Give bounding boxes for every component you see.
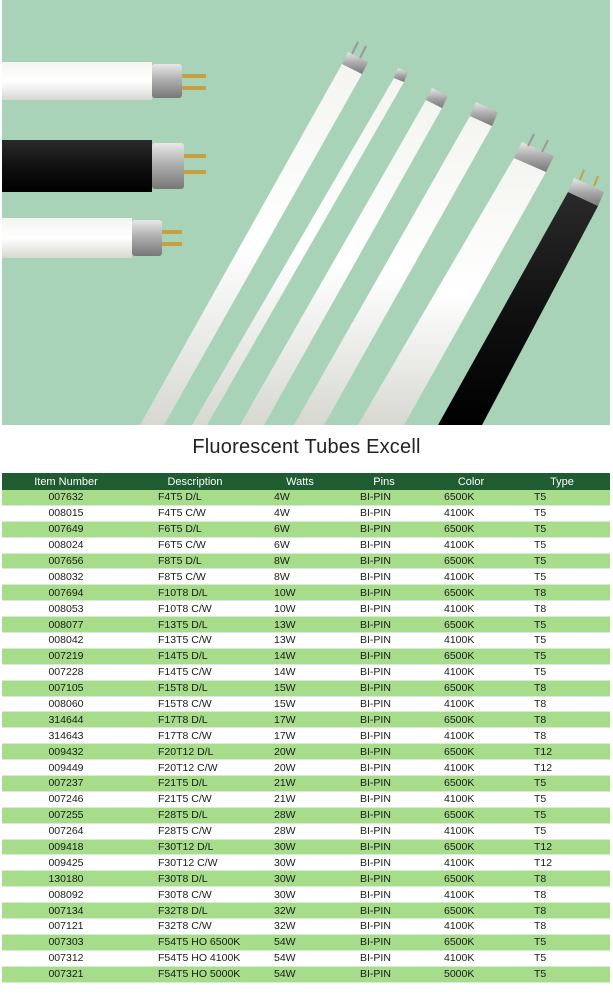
cell-item-number: 009418 [2,839,130,855]
cell-type: T8 [514,903,610,919]
cell-description: F17T8 C/W [130,728,260,744]
cell-pins: BI-PIN [340,950,428,966]
cell-color: 6500K [428,490,514,505]
cell-type: T5 [514,664,610,680]
horizontal-white-tube-bottom [2,218,182,258]
cell-color: 4100K [428,601,514,617]
cell-watts: 6W [260,521,340,537]
cell-watts: 54W [260,950,340,966]
cell-watts: 10W [260,585,340,601]
cell-description: F54T5 HO 6500K [130,934,260,950]
cell-color: 6500K [428,617,514,633]
cell-color: 6500K [428,680,514,696]
table-row [2,633,610,649]
header-item-number: Item Number [2,473,130,490]
cell-color: 4100K [428,696,514,712]
cell-color: 4100K [428,887,514,903]
cell-pins: BI-PIN [340,823,428,839]
cell-description: F20T12 D/L [130,744,260,760]
cell-pins: BI-PIN [340,617,428,633]
cell-type: T5 [514,521,610,537]
cell-watts: 21W [260,791,340,807]
cell-description: F4T5 C/W [130,505,260,521]
cell-pins: BI-PIN [340,728,428,744]
table-row [2,791,610,807]
cell-item-number: 007303 [2,934,130,950]
cell-watts: 30W [260,839,340,855]
cell-item-number: 008060 [2,696,130,712]
cell-type: T5 [514,807,610,823]
cell-type: T5 [514,648,610,664]
table-row [2,919,610,935]
cell-description: F54T5 HO 4100K [130,950,260,966]
cell-item-number: 008053 [2,601,130,617]
table-row [2,490,610,505]
cell-type: T5 [514,617,610,633]
cell-color: 5000K [428,966,514,982]
cell-watts: 30W [260,887,340,903]
cell-description: F30T12 C/W [130,855,260,871]
cell-watts: 8W [260,553,340,569]
cell-pins: BI-PIN [340,744,428,760]
cell-type: T12 [514,744,610,760]
cell-type: T5 [514,950,610,966]
cell-type: T12 [514,855,610,871]
cell-pins: BI-PIN [340,855,428,871]
cell-item-number: 007264 [2,823,130,839]
cell-description: F17T8 D/L [130,712,260,728]
cell-color: 6500K [428,776,514,792]
cell-description: F14T5 D/L [130,648,260,664]
table-row [2,934,610,950]
cell-pins: BI-PIN [340,505,428,521]
table-row [2,712,610,728]
cell-type: T8 [514,919,610,935]
cell-color: 4100K [428,569,514,585]
cell-item-number: 008092 [2,887,130,903]
cell-pins: BI-PIN [340,696,428,712]
table-row [2,823,610,839]
cell-item-number: 007694 [2,585,130,601]
header-type: Type [514,473,610,490]
table-row [2,601,610,617]
table-row [2,728,610,744]
cell-watts: 54W [260,934,340,950]
cell-color: 4100K [428,664,514,680]
cell-color: 6500K [428,553,514,569]
cell-type: T8 [514,871,610,887]
cell-watts: 14W [260,648,340,664]
table-row [2,680,610,696]
cell-description: F21T5 D/L [130,776,260,792]
cell-watts: 15W [260,680,340,696]
cell-pins: BI-PIN [340,934,428,950]
cell-description: F8T5 C/W [130,569,260,585]
cell-item-number: 007255 [2,807,130,823]
table-row [2,505,610,521]
table-row [2,569,610,585]
cell-type: T5 [514,966,610,982]
cell-item-number: 007656 [2,553,130,569]
cell-pins: BI-PIN [340,601,428,617]
cell-type: T8 [514,728,610,744]
cell-watts: 20W [260,760,340,776]
cell-item-number: 007649 [2,521,130,537]
cell-pins: BI-PIN [340,521,428,537]
cell-description: F14T5 C/W [130,664,260,680]
cell-color: 4100K [428,505,514,521]
cell-item-number: 007228 [2,664,130,680]
cell-color: 6500K [428,521,514,537]
cell-item-number: 007246 [2,791,130,807]
cell-item-number: 009432 [2,744,130,760]
cell-color: 4100K [428,728,514,744]
cell-type: T5 [514,569,610,585]
cell-type: T8 [514,680,610,696]
cell-description: F15T8 C/W [130,696,260,712]
cell-pins: BI-PIN [340,712,428,728]
cell-pins: BI-PIN [340,871,428,887]
table-row [2,776,610,792]
cell-color: 4100K [428,760,514,776]
cell-watts: 4W [260,490,340,505]
cell-watts: 4W [260,505,340,521]
table-row [2,807,610,823]
cell-watts: 13W [260,617,340,633]
cell-pins: BI-PIN [340,760,428,776]
cell-type: T12 [514,760,610,776]
cell-description: F6T5 C/W [130,537,260,553]
cell-type: T5 [514,537,610,553]
cell-item-number: 007632 [2,490,130,505]
cell-description: F54T5 HO 5000K [130,966,260,982]
cell-color: 6500K [428,585,514,601]
cell-pins: BI-PIN [340,680,428,696]
table-row [2,950,610,966]
table-row [2,648,610,664]
header-watts: Watts [260,473,340,490]
cell-pins: BI-PIN [340,537,428,553]
cell-item-number: 007105 [2,680,130,696]
header-pins: Pins [340,473,428,490]
table-row [2,521,610,537]
cell-color: 4100K [428,855,514,871]
cell-description: F8T5 D/L [130,553,260,569]
table-row [2,760,610,776]
table-row [2,553,610,569]
cell-item-number: 008032 [2,569,130,585]
cell-type: T5 [514,553,610,569]
cell-description: F32T8 C/W [130,919,260,935]
table-row [2,887,610,903]
cell-description: F21T5 C/W [130,791,260,807]
cell-color: 4100K [428,791,514,807]
cell-item-number: 314643 [2,728,130,744]
cell-watts: 13W [260,633,340,649]
cell-pins: BI-PIN [340,776,428,792]
cell-item-number: 130180 [2,871,130,887]
cell-description: F6T5 D/L [130,521,260,537]
cell-item-number: 008015 [2,505,130,521]
cell-type: T8 [514,585,610,601]
cell-item-number: 007219 [2,648,130,664]
cell-item-number: 007134 [2,903,130,919]
horizontal-black-tube [2,140,206,192]
cell-pins: BI-PIN [340,903,428,919]
cell-type: T8 [514,887,610,903]
header-description: Description [130,473,260,490]
cell-item-number: 008024 [2,537,130,553]
cell-pins: BI-PIN [340,490,428,505]
cell-color: 4100K [428,823,514,839]
cell-item-number: 314644 [2,712,130,728]
cell-watts: 30W [260,871,340,887]
cell-description: F10T8 D/L [130,585,260,601]
diagonal-tube-2 [192,68,408,425]
tubes-illustration [2,0,610,425]
cell-watts: 20W [260,744,340,760]
cell-pins: BI-PIN [340,569,428,585]
cell-pins: BI-PIN [340,633,428,649]
cell-type: T5 [514,823,610,839]
table-row [2,585,610,601]
table-row [2,696,610,712]
cell-type: T5 [514,934,610,950]
page-title: Fluorescent Tubes Excell [192,436,421,458]
cell-type: T5 [514,776,610,792]
cell-type: T5 [514,505,610,521]
product-table [2,473,610,983]
table-row [2,617,610,633]
cell-watts: 21W [260,776,340,792]
cell-watts: 15W [260,696,340,712]
cell-pins: BI-PIN [340,966,428,982]
cell-pins: BI-PIN [340,664,428,680]
cell-item-number: 007121 [2,919,130,935]
table-row [2,744,610,760]
cell-description: F30T8 D/L [130,871,260,887]
cell-item-number: 009449 [2,760,130,776]
cell-description: F15T8 D/L [130,680,260,696]
fluorescent-tubes-photo [2,0,610,425]
cell-item-number: 008077 [2,617,130,633]
cell-color: 6500K [428,839,514,855]
table-header-row [2,473,610,490]
cell-item-number: 007237 [2,776,130,792]
cell-color: 6500K [428,871,514,887]
cell-watts: 54W [260,966,340,982]
cell-color: 4100K [428,537,514,553]
cell-item-number: 007312 [2,950,130,966]
table-row [2,537,610,553]
cell-description: F13T5 C/W [130,633,260,649]
cell-pins: BI-PIN [340,791,428,807]
cell-pins: BI-PIN [340,648,428,664]
table-row [2,839,610,855]
cell-description: F4T5 D/L [130,490,260,505]
cell-item-number: 007321 [2,966,130,982]
cell-description: F28T5 C/W [130,823,260,839]
cell-color: 4100K [428,919,514,935]
cell-watts: 17W [260,728,340,744]
cell-description: F20T12 C/W [130,760,260,776]
header-color: Color [428,473,514,490]
cell-watts: 14W [260,664,340,680]
cell-type: T8 [514,696,610,712]
cell-description: F28T5 D/L [130,807,260,823]
table-row [2,966,610,982]
cell-type: T5 [514,791,610,807]
table-row [2,664,610,680]
cell-watts: 17W [260,712,340,728]
cell-watts: 28W [260,807,340,823]
cell-pins: BI-PIN [340,807,428,823]
table-body [2,490,610,982]
cell-pins: BI-PIN [340,553,428,569]
table-row [2,855,610,871]
cell-watts: 10W [260,601,340,617]
cell-description: F10T8 C/W [130,601,260,617]
cell-pins: BI-PIN [340,839,428,855]
cell-watts: 32W [260,903,340,919]
cell-color: 4100K [428,633,514,649]
cell-item-number: 009425 [2,855,130,871]
cell-color: 6500K [428,807,514,823]
cell-description: F30T12 D/L [130,839,260,855]
cell-color: 6500K [428,934,514,950]
cell-watts: 8W [260,569,340,585]
cell-color: 6500K [428,744,514,760]
cell-watts: 32W [260,919,340,935]
cell-color: 6500K [428,903,514,919]
cell-description: F30T8 C/W [130,887,260,903]
cell-color: 6500K [428,712,514,728]
cell-type: T5 [514,490,610,505]
cell-pins: BI-PIN [340,919,428,935]
cell-pins: BI-PIN [340,585,428,601]
cell-type: T5 [514,633,610,649]
cell-watts: 6W [260,537,340,553]
cell-type: T12 [514,839,610,855]
cell-color: 4100K [428,950,514,966]
cell-description: F13T5 D/L [130,617,260,633]
cell-color: 6500K [428,648,514,664]
table-row [2,871,610,887]
cell-description: F32T8 D/L [130,903,260,919]
cell-pins: BI-PIN [340,887,428,903]
cell-watts: 30W [260,855,340,871]
cell-type: T8 [514,712,610,728]
table-row [2,903,610,919]
cell-watts: 28W [260,823,340,839]
horizontal-white-tube-top [2,62,206,100]
cell-item-number: 008042 [2,633,130,649]
cell-type: T8 [514,601,610,617]
